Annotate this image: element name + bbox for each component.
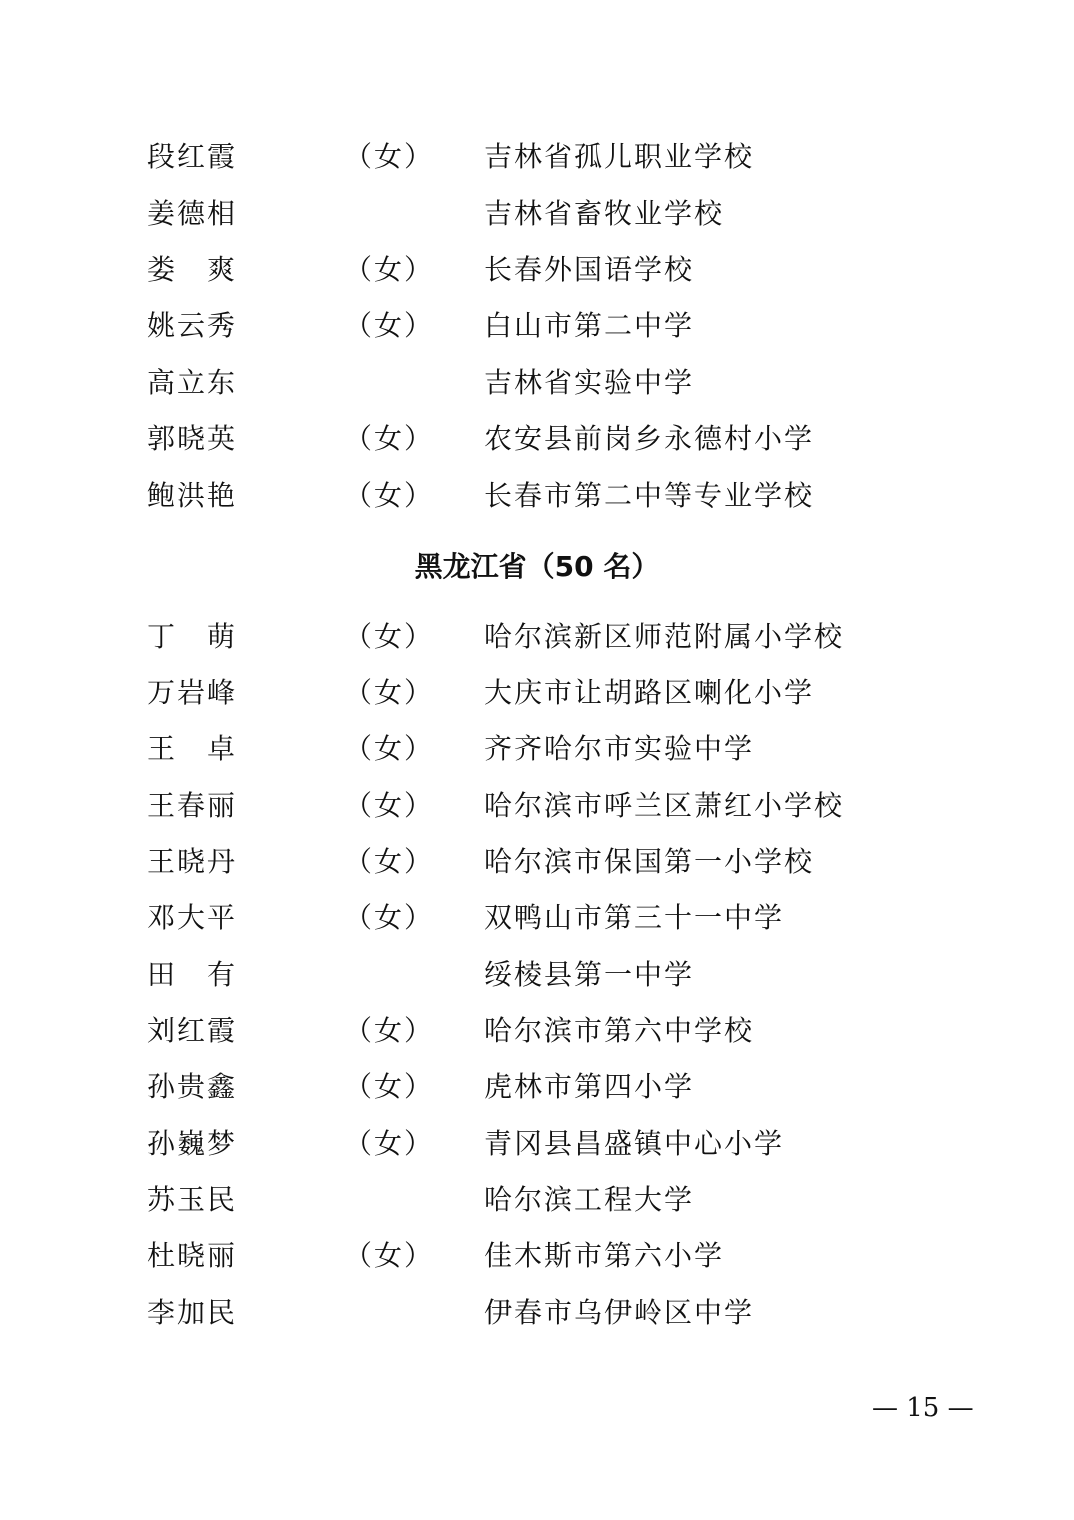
person-name: 姜德相 (147, 197, 238, 230)
list-item (0, 1180, 1074, 1220)
list-item (0, 419, 1074, 459)
list-item (0, 1067, 1074, 1107)
person-name: 段红霞 (147, 140, 238, 173)
person-name: 杜晓丽 (147, 1239, 238, 1272)
list-item (0, 194, 1074, 234)
section-heading: 黑龙江省（50 名） (414, 550, 660, 583)
gender-note: （女） (344, 1239, 435, 1272)
person-name: 鲍洪艳 (147, 479, 238, 512)
organization: 长春市第二中等专业学校 (484, 479, 815, 512)
organization: 吉林省孤儿职业学校 (484, 140, 755, 173)
organization: 青冈县昌盛镇中心小学 (484, 1127, 785, 1160)
organization: 哈尔滨工程大学 (484, 1183, 695, 1216)
gender-note: （女） (344, 845, 435, 878)
organization: 伊春市乌伊岭区中学 (484, 1296, 755, 1329)
organization: 齐齐哈尔市实验中学 (484, 732, 755, 765)
organization: 吉林省实验中学 (484, 366, 695, 399)
page-number: — 15 — (872, 1393, 974, 1423)
organization: 哈尔滨市呼兰区萧红小学校 (484, 789, 845, 822)
list-item (0, 1011, 1074, 1051)
list-item (0, 786, 1074, 826)
gender-note: （女） (344, 1014, 435, 1047)
organization: 绥棱县第一中学 (484, 958, 695, 991)
gender-note: （女） (344, 1070, 435, 1103)
gender-note: （女） (344, 1127, 435, 1160)
gender-note: （女） (344, 732, 435, 765)
person-name: 王春丽 (147, 789, 238, 822)
person-name: 郭晓英 (147, 422, 238, 455)
person-name: 王 卓 (147, 732, 238, 765)
organization: 双鸭山市第三十一中学 (484, 901, 785, 934)
person-name: 李加民 (147, 1296, 238, 1329)
organization: 哈尔滨新区师范附属小学校 (484, 620, 845, 653)
list-item (0, 1124, 1074, 1164)
person-name: 邓大平 (147, 901, 238, 934)
person-name: 孙巍梦 (147, 1127, 238, 1160)
gender-note: （女） (344, 676, 435, 709)
list-item (0, 1236, 1074, 1276)
gender-note: （女） (344, 901, 435, 934)
list-item (0, 250, 1074, 290)
person-name: 苏玉民 (147, 1183, 238, 1216)
organization: 农安县前岗乡永德村小学 (484, 422, 815, 455)
gender-note: （女） (344, 422, 435, 455)
organization: 大庆市让胡路区喇化小学 (484, 676, 815, 709)
list-item (0, 898, 1074, 938)
organization: 哈尔滨市第六中学校 (484, 1014, 755, 1047)
gender-note: （女） (344, 620, 435, 653)
person-name: 高立东 (147, 366, 238, 399)
person-name: 刘红霞 (147, 1014, 238, 1047)
list-item (0, 617, 1074, 657)
person-name: 田 有 (147, 958, 238, 991)
list-item (0, 306, 1074, 346)
organization: 哈尔滨市保国第一小学校 (484, 845, 815, 878)
person-name: 娄 爽 (147, 253, 238, 286)
organization: 白山市第二中学 (484, 309, 695, 342)
list-item (0, 729, 1074, 769)
person-name: 姚云秀 (147, 309, 238, 342)
gender-note: （女） (344, 479, 435, 512)
person-name: 孙贵鑫 (147, 1070, 238, 1103)
list-item (0, 1293, 1074, 1333)
organization: 吉林省畜牧业学校 (484, 197, 725, 230)
list-item (0, 842, 1074, 882)
organization: 佳木斯市第六小学 (484, 1239, 725, 1272)
list-item (0, 955, 1074, 995)
gender-note: （女） (344, 253, 435, 286)
list-item (0, 363, 1074, 403)
person-name: 丁 萌 (147, 620, 238, 653)
person-name: 王晓丹 (147, 845, 238, 878)
person-name: 万岩峰 (147, 676, 238, 709)
gender-note: （女） (344, 789, 435, 822)
list-item (0, 476, 1074, 516)
list-item (0, 137, 1074, 177)
organization: 长春外国语学校 (484, 253, 695, 286)
gender-note: （女） (344, 140, 435, 173)
list-item (0, 673, 1074, 713)
organization: 虎林市第四小学 (484, 1070, 695, 1103)
gender-note: （女） (344, 309, 435, 342)
